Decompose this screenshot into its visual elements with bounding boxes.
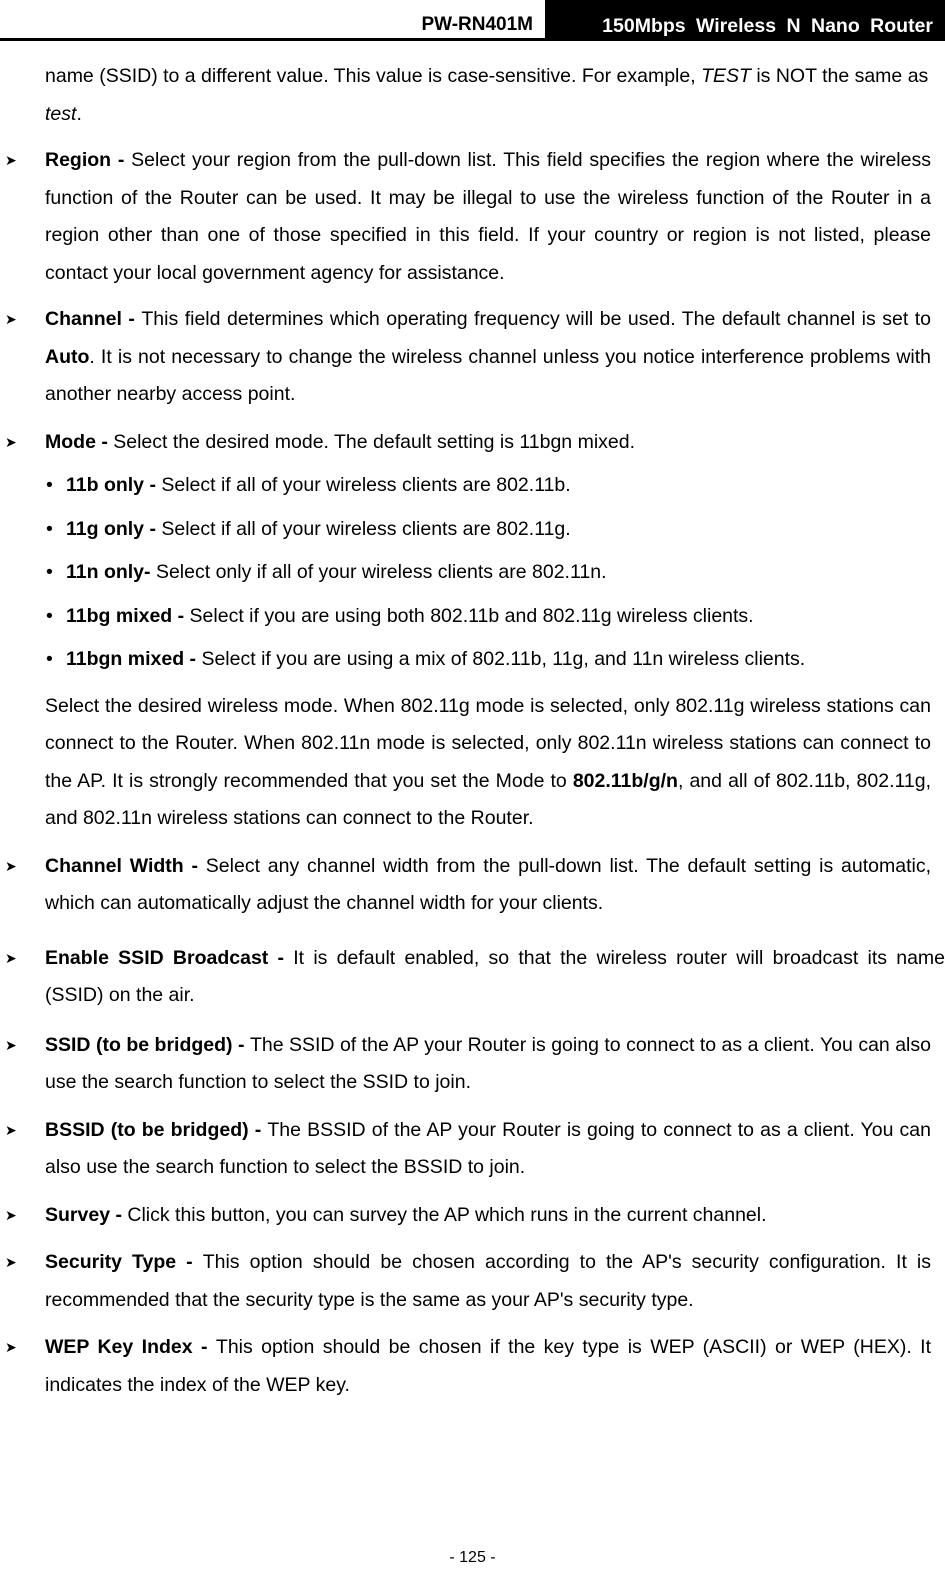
dot-bullet-icon: •	[46, 604, 53, 627]
recommended-mode: 802.11b/g/n	[572, 769, 678, 792]
item-text: Select your region from the pull-down list. This field specifies the region where the wireless function of the Router can be used. It may be illegal to use the wireless function of the Router in a region other than one of those specified in this field. If your country or region is not listed, please contact your local government agency for assistance.	[45, 149, 931, 284]
item-term: Region -	[45, 149, 132, 171]
item-text: The SSID of the AP your Router is going to connect to as a client. You can also use the search function to select the SSID to join.	[45, 1033, 931, 1093]
mode-options-list	[0, 467, 945, 679]
item-term: Mode -	[45, 430, 114, 453]
list-item: • 11bgn mixed - Select if you are using a mix of 802.11b, 11g, and 11n wireless clients.	[66, 641, 931, 679]
item-text: Click this button, you can survey the AP which runs in the current channel.	[127, 1203, 767, 1226]
item-term: SSID (to be bridged) -	[45, 1033, 250, 1056]
item-text: It is default enabled, so that the wireless router will broadcast its name (SSID) on the air.	[45, 946, 945, 1006]
item-ssid-bridged	[5, 1027, 931, 1102]
page-content	[0, 58, 945, 1404]
header-model: PW-RN401M	[421, 14, 533, 35]
item-mode	[5, 424, 931, 462]
item-term: Security Type -	[45, 1251, 203, 1273]
item-ssid-broadcast	[5, 940, 945, 1015]
item-term: Survey -	[45, 1203, 128, 1226]
list-item: • 11g only - Select if all of your wireless clients are 802.11g.	[66, 511, 931, 549]
header-rule	[0, 38, 945, 41]
default-channel-value: Auto	[45, 345, 90, 368]
dot-bullet-icon: •	[46, 648, 53, 670]
item-term: WEP Key Index -	[45, 1336, 216, 1358]
list-item: • 11bg mixed - Select if you are using both 802.11b and 802.11g wireless clients.	[66, 598, 931, 636]
item-text: This option should be chosen according to the AP's security configuration. It is recommended that the security type is the same as your AP's security type.	[45, 1251, 932, 1311]
list-item: • 11n only- Select only if all of your wireless clients are 802.11n.	[66, 554, 931, 592]
example-lower: test	[45, 102, 77, 125]
item-text: The BSSID of the AP your Router is going to connect to as a client. You can also use the search function to select the BSSID to join.	[45, 1118, 931, 1178]
header-title: 150Mbps Wireless N Nano Router	[545, 0, 945, 41]
item-security-type	[5, 1244, 932, 1319]
continuation-paragraph: name (SSID) to a different value. This value is case-sensitive. For example, TEST is NOT the same as test.	[45, 65, 929, 125]
item-wep-key-index	[5, 1329, 931, 1404]
arrow-bullet-icon: ➤	[5, 433, 17, 450]
arrow-bullet-icon: ➤	[5, 1121, 17, 1138]
dot-bullet-icon: •	[46, 517, 53, 540]
item-term: Enable SSID Broadcast -	[45, 946, 294, 969]
item-channel: ➤ Channel - This field determines which operating frequency will be used. The default channel is set to Auto. It is not necessary to change the wireless channel unless you notice interference problems with another nearby access point.	[45, 301, 931, 414]
item-term: Channel -	[45, 308, 142, 330]
dot-bullet-icon: •	[46, 474, 53, 496]
arrow-bullet-icon: ➤	[5, 152, 17, 168]
item-term: Channel Width -	[45, 854, 206, 877]
item-text: Select the desired mode. The default setting is 11bgn mixed.	[113, 430, 636, 453]
item-bssid-bridged	[5, 1112, 931, 1187]
arrow-bullet-icon: ➤	[5, 857, 17, 874]
item-channel-width	[5, 848, 932, 923]
item-term: BSSID (to be bridged) -	[45, 1118, 268, 1141]
item-text: This option should be chosen if the key type is WEP (ASCII) or WEP (HEX). It indicates the index of the WEP key.	[45, 1336, 931, 1396]
arrow-bullet-icon: ➤	[5, 311, 17, 327]
arrow-bullet-icon: ➤	[5, 1254, 17, 1270]
mode-note: Select the desired wireless mode. When 802.11g mode is selected, only 802.11g wireless stations can connect to the Router. When 802.11n mode is selected, only 802.11n wireless stations can connect to the AP. It is strongly recommended that you set the Mode to 802.11b/g/n, and all of 802.11b, 802.11g, and 802.11n wireless stations can connect to the Router.	[45, 694, 931, 829]
arrow-bullet-icon: ➤	[5, 1036, 17, 1053]
arrow-bullet-icon: ➤	[5, 1206, 17, 1223]
page-number: - 125 -	[449, 1549, 496, 1566]
item-text: Select any channel width from the pull-down list. The default setting is automatic, which can automatically adjust the channel width for your clients.	[45, 854, 932, 914]
dot-bullet-icon: •	[46, 561, 53, 583]
item-region	[5, 142, 931, 292]
arrow-bullet-icon: ➤	[5, 1339, 17, 1355]
item-survey	[5, 1197, 931, 1235]
arrow-bullet-icon: ➤	[5, 949, 17, 966]
list-item: • 11b only - Select if all of your wireless clients are 802.11b.	[66, 467, 931, 505]
page-header	[0, 0, 945, 42]
example-upper: TEST	[701, 65, 751, 87]
